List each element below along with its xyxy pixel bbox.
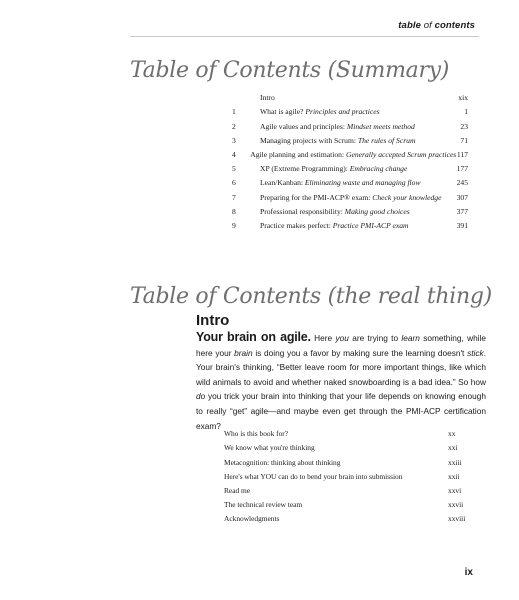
- summary-chapter-row[interactable]: [232, 145, 468, 159]
- chapter-title: [260, 122, 450, 131]
- chapter-title: [260, 193, 450, 202]
- chapter-number: 9: [232, 220, 236, 230]
- chapter-page: 117: [456, 149, 468, 159]
- chapter-page: 177: [456, 164, 468, 174]
- running-header: [398, 20, 475, 31]
- intro-text: . Your brain's thinking, “Better leave room for more important things, like which wild animals to avoid and whether naked snowboarding is a bad idea.” So how: [196, 347, 486, 387]
- intro-item-page: xxviii: [448, 514, 466, 524]
- intro-text: are trying to: [348, 333, 402, 343]
- summary-chapter-row[interactable]: [232, 116, 468, 130]
- intro-text: you trick your brain into thinking that your life depends on knowing enough to really “get” agile—and maybe even get through the PMI-ACP certification exam?: [196, 391, 486, 431]
- chapter-title-main: Agile values and principles:: [260, 121, 347, 131]
- chapter-page: 245: [456, 178, 468, 188]
- summary-intro-label: Intro: [260, 93, 275, 103]
- chapter-number: 8: [232, 206, 236, 216]
- chapter-subtitle: Mindset meets method: [346, 121, 415, 131]
- chapter-page: 71: [460, 135, 468, 145]
- intro-item-page: xxvi: [448, 485, 462, 495]
- summary-chapter-row[interactable]: [232, 216, 468, 230]
- intro-section: [196, 312, 486, 433]
- summary-chapter-row[interactable]: [232, 159, 468, 173]
- intro-heading: Intro: [196, 312, 230, 329]
- chapter-subtitle: Generally accepted Scrum practices: [345, 149, 457, 159]
- chapter-subtitle: The rules of Scrum: [357, 135, 416, 145]
- chapter-subtitle: Practice PMI-ACP exam: [332, 220, 409, 230]
- chapter-number: 3: [232, 135, 236, 145]
- chapter-title-main: Managing projects with Scrum:: [260, 135, 358, 145]
- summary-intro-page: xix: [458, 93, 468, 103]
- intro-item-page: xxiii: [448, 457, 462, 467]
- intro-text: is doing you a favor by making sure the learning doesn't: [252, 347, 468, 358]
- intro-list-item[interactable]: [224, 509, 472, 523]
- running-header-of: of: [423, 20, 432, 31]
- intro-item-label: Metacognition: thinking about thinking: [224, 457, 341, 467]
- intro-text: you: [335, 333, 349, 343]
- page-number: ix: [464, 567, 473, 578]
- chapter-title-main: Professional responsibility:: [260, 206, 345, 216]
- chapter-number: 1: [232, 107, 236, 117]
- chapter-page: 23: [460, 121, 468, 131]
- summary-chapter-row[interactable]: [232, 187, 468, 201]
- intro-list-item[interactable]: [224, 481, 472, 495]
- intro-item-label: We know what you're thinking: [224, 443, 315, 453]
- chapter-title: [260, 178, 450, 187]
- intro-list-item[interactable]: [224, 467, 472, 481]
- chapter-number: 4: [232, 149, 236, 159]
- chapter-title: [250, 150, 456, 159]
- intro-item-label: The technical review team: [224, 500, 303, 510]
- chapter-number: 7: [232, 192, 236, 202]
- chapter-subtitle: Embracing change: [349, 164, 408, 174]
- intro-text: learn: [401, 333, 420, 343]
- chapter-subtitle: Principles and practices: [305, 107, 380, 117]
- chapter-page: 307: [456, 192, 468, 202]
- intro-list-item[interactable]: [224, 438, 472, 452]
- summary-chapter-row[interactable]: [232, 173, 468, 187]
- chapter-title: [260, 164, 450, 173]
- chapter-subtitle: Making good choices: [344, 206, 410, 216]
- chapter-title-main: Lean/Kanban:: [260, 178, 305, 188]
- chapter-page: 377: [456, 206, 468, 216]
- intro-text: something, while here your: [196, 333, 487, 358]
- intro-item-page: xxi: [448, 443, 458, 453]
- summary-toc: [232, 88, 468, 230]
- chapter-title-main: Preparing for the PMI-ACP® exam:: [260, 192, 373, 202]
- chapter-number: 5: [232, 164, 236, 174]
- running-header-table: table: [398, 20, 421, 31]
- intro-text: stick: [467, 347, 484, 358]
- intro-lead: Your brain on agile.: [196, 330, 311, 344]
- intro-item-page: xxvii: [448, 500, 464, 510]
- intro-item-label: Who is this book for?: [224, 429, 289, 439]
- intro-paragraph: [196, 330, 486, 433]
- running-header-contents: contents: [434, 20, 475, 31]
- intro-text: Here: [310, 333, 336, 343]
- intro-text: brain: [234, 347, 253, 358]
- chapter-title: [260, 107, 450, 116]
- intro-item-page: xx: [448, 429, 456, 439]
- chapter-subtitle: Eliminating waste and managing flow: [304, 178, 421, 188]
- chapter-number: 6: [232, 178, 236, 188]
- intro-item-label: Read me: [224, 485, 251, 495]
- summary-title: Table of Contents (Summary): [130, 58, 450, 83]
- real-toc-title: Table of Contents (the real thing): [130, 284, 492, 309]
- intro-item-label: Acknowledgments: [224, 514, 280, 524]
- summary-chapter-row[interactable]: [232, 131, 468, 145]
- chapter-title-main: XP (Extreme Programming):: [260, 164, 350, 174]
- intro-item-label: Here's what YOU can do to bend your brain into submission: [224, 471, 403, 481]
- header-rule: [130, 36, 479, 37]
- chapter-title: [260, 207, 450, 216]
- intro-contents-list: [224, 424, 472, 523]
- summary-intro-row[interactable]: [232, 88, 468, 102]
- chapter-title: [260, 136, 450, 145]
- intro-item-page: xxii: [448, 471, 460, 481]
- summary-chapter-row[interactable]: [232, 202, 468, 216]
- intro-text: do: [196, 391, 206, 402]
- chapter-title-main: Agile planning and estimation:: [250, 149, 346, 159]
- intro-list-item[interactable]: [224, 452, 472, 466]
- chapter-title-main: Practice makes perfect:: [260, 220, 333, 230]
- chapter-page: 391: [456, 220, 468, 230]
- chapter-title: [260, 221, 450, 230]
- chapter-number: 2: [232, 121, 236, 131]
- chapter-page: 1: [464, 107, 468, 117]
- intro-list-item[interactable]: [224, 424, 472, 438]
- chapter-subtitle: Check your knowledge: [372, 192, 442, 202]
- summary-chapter-row[interactable]: [232, 102, 468, 116]
- intro-list-item[interactable]: [224, 495, 472, 509]
- chapter-title-main: What is agile?: [260, 107, 306, 117]
